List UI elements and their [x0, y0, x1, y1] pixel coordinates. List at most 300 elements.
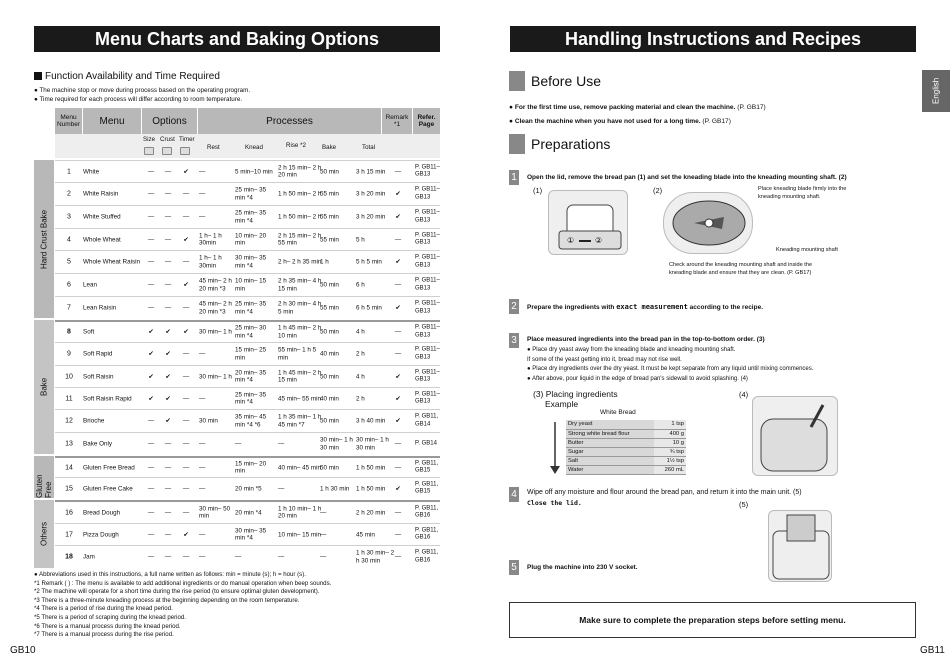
heading-block-icon — [509, 71, 525, 91]
cell-crust: — — [164, 167, 172, 175]
cell-num: 8 — [67, 328, 71, 336]
cell-remark: ✔ — [395, 304, 401, 312]
step2-text-b: exact measurement — [616, 303, 688, 311]
cell-remark: — — [394, 235, 402, 243]
step3-text: Place measured ingredients into the bread pan in the top-to-bottom order. (3) — [527, 336, 765, 343]
table-row — [55, 296, 440, 319]
cell-num: 17 — [65, 530, 73, 538]
cell-rest: — — [199, 463, 206, 471]
cell-total: 6 h — [356, 281, 365, 289]
footnote: *7 There is a manual process during the rise period. — [34, 631, 174, 639]
cell-menu: Lean — [83, 281, 98, 289]
cell-num: 11 — [65, 394, 73, 402]
cell-ref: P. GB11– GB13 — [415, 346, 440, 360]
cell-size: ✔ — [148, 350, 154, 358]
cell-crust: — — [164, 281, 172, 289]
before-use-item-ref: (P. GB17) — [735, 104, 766, 111]
step2-text-c: according to the recipe. — [687, 304, 764, 311]
footnote: *4 There is a period of rise during the knead period. — [34, 605, 173, 613]
cell-bake: 30 min– 1 h 30 min — [320, 436, 353, 451]
cell-ref: P. GB11, GB15 — [415, 460, 439, 474]
cell-crust: — — [164, 304, 172, 312]
cell-timer: — — [182, 350, 190, 358]
cell-rest: — — [199, 167, 206, 175]
cell-remark: — — [394, 463, 402, 471]
category-label-hard-crust: Hard Crust Bake — [39, 209, 49, 269]
ingredient-amount: ¾ tsp — [654, 447, 686, 456]
cell-num: 16 — [65, 508, 73, 516]
return-pan-illustration — [768, 510, 832, 582]
cell-menu: Pizza Dough — [83, 530, 119, 538]
before-use-item-text: Clean the machine when you have not used for a long time. — [514, 118, 701, 125]
ingredient-name: Sugar — [566, 447, 654, 456]
cell-size: ✔ — [148, 394, 154, 402]
footnote: *1 Remark ( ) : The menu is available to add additional ingredients or do manual operation when beep sounds. — [34, 579, 332, 587]
cell-rest: 45 min– 2 h 20 min *3 — [199, 300, 232, 315]
cell-size: — — [147, 417, 155, 425]
table-row — [55, 273, 440, 296]
cell-knead: 30 min– 35 min *4 — [235, 527, 267, 542]
fig2-note: Place kneading blade firmly into the kneading mounting shaft. — [758, 186, 847, 200]
cell-crust: ✔ — [165, 372, 171, 380]
order-arrow-icon — [548, 420, 562, 476]
figure-label: (1) — [533, 186, 543, 195]
cell-crust: ✔ — [165, 328, 171, 336]
before-use-title: Before Use — [531, 73, 602, 89]
cell-rest: 1 h– 1 h 30min — [199, 232, 222, 247]
cell-size: — — [147, 484, 155, 492]
ingredient-name: Salt — [566, 456, 654, 465]
cell-rest: — — [199, 394, 206, 402]
cell-timer: ✔ — [183, 530, 189, 538]
cell-ref: P. GB11– GB13 — [415, 277, 440, 291]
footnote: ● Abbreviations used in this instructions, a full name written as follows: min = minute (s); h = hour (s). — [34, 571, 306, 578]
cell-bake: 1 h 30 min — [320, 484, 350, 492]
cell-total: 5 h — [356, 235, 365, 243]
cell-timer: ✔ — [183, 235, 189, 243]
step-number: 1 — [509, 170, 519, 185]
cell-timer: — — [182, 553, 190, 561]
step-text — [527, 303, 763, 312]
cell-num: 2 — [67, 190, 71, 198]
cell-size: — — [147, 235, 155, 243]
subheader-bake: Bake — [322, 144, 337, 151]
cell-menu: White Stuffed — [83, 213, 121, 221]
cell-rise: 10 min– 15 min — [278, 530, 322, 538]
fig2-note: Check around the kneading mounting shaft and inside the kneading blade and ensure that they are clean. (P. GB17) — [669, 262, 813, 276]
bread-pan-icon — [549, 191, 629, 256]
before-use-heading — [509, 71, 601, 91]
cell-rest: — — [199, 484, 206, 492]
cell-knead: 25 min– 35 min *4 — [235, 186, 267, 201]
table-row — [566, 465, 686, 474]
cell-knead: 20 min– 35 min *4 — [235, 369, 267, 384]
cell-bake: 1 h — [320, 258, 329, 266]
cell-knead: 30 min– 35 min *4 — [235, 254, 267, 269]
cell-remark: — — [394, 553, 402, 561]
table-row — [566, 447, 686, 456]
cell-rise: 40 min– 45 min — [278, 463, 322, 471]
cell-rest: 45 min– 2 h 20 min *3 — [199, 277, 232, 292]
cell-num: 10 — [65, 372, 73, 380]
before-use-item: ● For the first time use, remove packing material and clean the machine. (P. GB17) — [509, 104, 766, 111]
before-use-list — [509, 101, 766, 129]
cell-total: 6 h 5 min — [356, 304, 382, 312]
cell-crust: — — [164, 553, 172, 561]
cell-remark: — — [394, 440, 402, 448]
cell-knead: 25 min– 35 min *4 — [235, 300, 267, 315]
cell-ref: P. GB11– GB13 — [415, 209, 440, 223]
cell-ref: P. GB11, GB15 — [415, 481, 439, 495]
subheader-rest: Rest — [207, 144, 220, 151]
cell-rest: — — [199, 440, 206, 448]
cell-total: 45 min — [356, 530, 375, 538]
cell-menu: Gluten Free Bread — [83, 463, 135, 471]
cell-bake: 50 min — [320, 372, 339, 380]
cell-remark: ✔ — [395, 417, 401, 425]
cell-total: 3 h 15 min — [356, 167, 386, 175]
header-remark: Remark *1 — [382, 108, 412, 134]
cell-rise: — — [278, 484, 285, 492]
cell-total: 2 h 20 min — [356, 508, 386, 516]
cell-timer: — — [182, 258, 190, 266]
cell-size: — — [147, 167, 155, 175]
ingredient-name: Dry yeast — [566, 420, 654, 429]
table-row — [566, 456, 686, 465]
step4-sub: Close the lid. — [527, 499, 582, 507]
subheader-timer: Timer — [179, 136, 195, 143]
cell-bake: 55 min — [320, 190, 339, 198]
preparations-heading — [509, 134, 610, 154]
table-row — [55, 205, 440, 228]
cell-knead: 25 min– 35 min *4 — [235, 391, 267, 406]
step-number: 2 — [509, 299, 519, 314]
table-row — [55, 432, 440, 455]
table-row — [55, 500, 440, 523]
bread-pan-illustration — [548, 190, 628, 255]
cell-menu: Bake Only — [83, 440, 113, 448]
cell-size: — — [147, 553, 155, 561]
table-row — [566, 429, 686, 438]
cell-remark: ✔ — [395, 258, 401, 266]
cell-knead: 10 min– 15 min — [235, 277, 267, 292]
step-text — [527, 173, 917, 182]
note-line: ● Time required for each process will differ according to room temperature. — [34, 95, 243, 103]
cell-bake: 55 min — [320, 304, 339, 312]
cell-size: — — [147, 213, 155, 221]
table-row — [566, 438, 686, 447]
cell-timer: ✔ — [183, 328, 189, 336]
right-banner: Handling Instructions and Recipes — [510, 26, 916, 52]
notes-bottom — [34, 571, 331, 640]
cell-remark: — — [394, 508, 402, 516]
cell-rest: — — [199, 553, 206, 561]
cell-ref: P. GB11– GB13 — [415, 324, 440, 338]
white-bread-title: White Bread — [600, 409, 636, 416]
cell-total: 4 h — [356, 328, 365, 336]
cell-total: 30 min– 1 h 30 min — [356, 436, 389, 451]
fig2-note: Kneading mounting shaft — [776, 247, 838, 253]
cell-crust: ✔ — [165, 394, 171, 402]
language-tab: English — [922, 70, 950, 112]
ingredient-amount: 400 g — [654, 429, 686, 438]
ingredient-amount: 1 tsp — [654, 420, 686, 429]
cell-timer: — — [182, 417, 190, 425]
cell-bake: 50 min — [320, 281, 339, 289]
cell-remark: — — [394, 328, 402, 336]
cell-ref: P. GB11– GB13 — [415, 300, 440, 314]
cell-knead: 20 min *4 — [235, 508, 262, 516]
cell-crust: — — [164, 484, 172, 492]
cell-rise: — — [278, 440, 285, 448]
kneading-blade-illustration — [663, 192, 753, 254]
cell-size: — — [147, 304, 155, 312]
cell-timer: — — [182, 508, 190, 516]
cell-rest: 1 h– 1 h 30min — [199, 254, 222, 269]
step3-bullets — [527, 346, 817, 384]
cell-rest: 30 min — [199, 417, 218, 425]
crust-icon — [162, 147, 172, 155]
ingredient-name: Strong white bread flour — [566, 429, 654, 438]
step3-bullet: ● Place dry ingredients over the dry yeast. It must be kept separate from any liquid until mixing commences. — [527, 366, 814, 372]
table-row — [55, 320, 440, 342]
cell-remark: ✔ — [395, 213, 401, 221]
cell-timer: — — [182, 213, 190, 221]
cell-menu: Gluten Free Cake — [83, 484, 133, 492]
cell-timer: — — [182, 304, 190, 312]
cell-rise: 2 h– 2 h 35 min — [278, 258, 322, 266]
cell-num: 3 — [67, 213, 71, 221]
figure-sublabel: Example — [545, 399, 579, 409]
category-label-gluten-free: Gluten Free — [35, 474, 53, 498]
cell-remark: ✔ — [395, 484, 401, 492]
section-title-text: Function Availability and Time Required — [45, 71, 220, 82]
main-unit-icon — [769, 511, 833, 583]
cell-knead: 20 min *5 — [235, 484, 262, 492]
step2-text-a: Prepare the ingredients with — [527, 304, 617, 311]
cell-rest: 30 min– 1 h — [199, 372, 232, 380]
cell-num: 1 — [67, 167, 71, 175]
cell-menu: Lean Raisin — [83, 304, 117, 312]
cell-menu: Brioche — [83, 417, 105, 425]
cell-ref: P. GB11– GB13 — [415, 369, 440, 383]
table-header — [55, 108, 440, 134]
cell-bake: 40 min — [320, 350, 339, 358]
cell-bake: — — [320, 530, 327, 538]
footnote: *6 There is a manual process during the knead period. — [34, 622, 181, 630]
figure-label: (5) — [739, 500, 749, 509]
cell-rise: 2 h 30 min– 4 h 5 min — [278, 300, 322, 315]
cell-rise: 1 h 45 min– 2 h 15 min — [278, 369, 322, 384]
table-row — [55, 160, 440, 182]
cell-rise: 1 h 35 min– 1 h 45 min *7 — [278, 413, 322, 428]
cell-timer: — — [182, 440, 190, 448]
table-row — [55, 365, 440, 387]
cell-remark: — — [394, 281, 402, 289]
cell-menu: Soft Raisin — [83, 372, 114, 380]
cell-remark: ✔ — [395, 190, 401, 198]
cell-num: 7 — [67, 304, 71, 312]
subheader-crust: Crust — [160, 136, 175, 143]
ingredient-name: Water — [566, 465, 654, 474]
cell-bake: 50 min — [320, 328, 339, 336]
section-title — [34, 71, 220, 82]
cell-timer: — — [182, 372, 190, 380]
cell-rise: 2 h 15 min– 2 h 55 min — [278, 232, 322, 247]
header-menu-number: Menu Number — [55, 108, 82, 134]
cell-bake: 55 min — [320, 213, 339, 221]
before-use-item-ref: (P. GB17) — [700, 118, 731, 125]
cell-menu: White Raisin — [83, 190, 119, 198]
cell-total: 4 h — [356, 372, 365, 380]
svg-text:②: ② — [595, 236, 603, 245]
white-bread-table — [566, 420, 686, 475]
cell-knead: 15 min– 25 min — [235, 346, 267, 361]
header-processes: Processes — [198, 108, 381, 134]
step5-text: Plug the machine into 230 V socket. — [527, 564, 638, 571]
cell-size: — — [147, 508, 155, 516]
figure-label: (2) — [653, 186, 663, 195]
cell-bake: 50 min — [320, 463, 339, 471]
cell-knead: 25 min– 30 min *4 — [235, 324, 267, 339]
cell-rise: 1 h 50 min– 2 h — [278, 213, 322, 221]
cell-crust: — — [164, 508, 172, 516]
page-number-right: GB11 — [920, 645, 945, 656]
preparations-title: Preparations — [531, 136, 611, 152]
cell-bake: — — [320, 508, 327, 516]
cell-ref: P. GB14 — [415, 440, 437, 447]
table-row — [55, 456, 440, 477]
cell-menu: Whole Wheat — [83, 235, 121, 243]
cell-remark: — — [394, 350, 402, 358]
before-use-item-text: For the first time use, remove packing material and clean the machine. — [514, 104, 736, 111]
cell-ref: P. GB11, GB16 — [415, 527, 439, 541]
category-label-others: Others — [39, 522, 49, 547]
cell-ref: P. GB11– GB13 — [415, 164, 440, 178]
cell-size: — — [147, 258, 155, 266]
cell-knead: 35 min– 45 min *4 *6 — [235, 413, 267, 428]
step-number: 4 — [509, 487, 519, 502]
cell-size: — — [147, 190, 155, 198]
cell-size: — — [147, 281, 155, 289]
page-number-left: GB10 — [10, 645, 36, 656]
cell-rise: 2 h 35 min– 4 h 15 min — [278, 277, 322, 292]
before-use-item: ● Clean the machine when you have not used for a long time. (P. GB17) — [509, 118, 731, 125]
cell-crust: — — [164, 530, 172, 538]
footnote: *2 The machine will operate for a short time during the rise period (to ensure optimal gluten development). — [34, 588, 320, 596]
table-row — [55, 477, 440, 499]
cell-timer: ✔ — [183, 281, 189, 289]
cell-menu: Bread Dough — [83, 508, 121, 516]
category-label-bake: Bake — [39, 377, 49, 397]
cell-bake: — — [320, 553, 327, 561]
cell-knead: — — [235, 440, 242, 448]
subheader-rise: Rise *2 — [286, 142, 306, 149]
cell-rise: 55 min– 1 h 5 min — [278, 346, 317, 361]
footnote: *3 There is a three-minute kneading process at the beginning depending on the room temperature. — [34, 596, 300, 604]
cell-knead: 5 min–10 min — [235, 167, 273, 175]
cell-ref: P. GB11– GB13 — [415, 232, 440, 246]
cell-menu: Soft Rapid — [83, 350, 113, 358]
cell-ref: P. GB11, GB16 — [415, 505, 439, 519]
ingredient-amount: 1½ tsp — [654, 456, 686, 465]
square-bullet-icon — [34, 72, 42, 80]
cell-crust: — — [164, 463, 172, 471]
header-menu: Menu — [83, 108, 141, 134]
cell-knead: 25 min– 35 min *4 — [235, 209, 267, 224]
step4-text: Wipe off any moisture and flour around the bread pan, and return it into the main unit. (5) — [527, 489, 802, 496]
step3-bullet: If some of the yeast getting into it, bread may not rise well. — [527, 356, 682, 363]
cell-bake: 40 min — [320, 394, 339, 402]
cell-rest: — — [199, 350, 206, 358]
svg-text:①: ① — [567, 236, 575, 245]
heading-block-icon — [509, 134, 525, 154]
notes-top — [34, 87, 250, 104]
cell-timer: — — [182, 394, 190, 402]
preparation-note-box: Make sure to complete the preparation steps before setting menu. — [509, 602, 916, 638]
figure-label: (3) Placing ingredients — [533, 389, 618, 399]
pouring-liquid-illustration — [752, 396, 838, 476]
cell-crust: ✔ — [165, 350, 171, 358]
footnote: *5 There is a period of scraping during the knead period. — [34, 613, 186, 621]
cell-crust: — — [164, 213, 172, 221]
cell-ref: P. GB11– GB13 — [415, 186, 440, 200]
subheader-size: Size — [143, 136, 156, 143]
cell-ref: P. GB11– GB13 — [415, 254, 440, 268]
size-icon — [144, 147, 154, 155]
cell-ref: P. GB11, GB16 — [415, 549, 439, 563]
cell-ref: P. GB11, GB14 — [415, 413, 439, 427]
cell-num: 14 — [65, 463, 73, 471]
cell-knead: — — [235, 553, 242, 561]
cell-num: 4 — [67, 235, 71, 243]
cell-rest: 30 min– 1 h — [199, 328, 232, 336]
cell-size: ✔ — [148, 328, 154, 336]
cell-num: 18 — [65, 553, 73, 561]
cell-num: 12 — [65, 417, 73, 425]
table-row — [55, 545, 440, 568]
cell-rise: 2 h 15 min– 2 h 20 min — [278, 164, 322, 179]
cell-total: 3 h 40 min — [356, 417, 386, 425]
cell-timer: — — [182, 190, 190, 198]
cell-num: 5 — [67, 258, 71, 266]
cell-bake: 55 min — [320, 235, 339, 243]
cell-crust: — — [164, 235, 172, 243]
cell-rest: 30 min– 50 min — [199, 505, 231, 520]
cell-menu: Soft Raisin Rapid — [83, 394, 132, 402]
cell-total: 3 h 20 min — [356, 190, 386, 198]
cell-size: — — [147, 530, 155, 538]
header-refer-page: Refer. Page — [413, 108, 440, 134]
cell-knead: 10 min– 20 min — [235, 232, 267, 247]
cell-remark: — — [394, 530, 402, 538]
table-row — [55, 523, 440, 545]
pour-liquid-icon — [753, 397, 839, 477]
cell-bake: 50 min — [320, 417, 339, 425]
cell-crust: — — [164, 190, 172, 198]
cell-timer: ✔ — [183, 167, 189, 175]
step-number: 5 — [509, 560, 519, 575]
cell-timer: — — [182, 463, 190, 471]
kneading-blade-icon — [664, 193, 754, 255]
cell-size: ✔ — [148, 372, 154, 380]
table-row — [55, 182, 440, 205]
cell-total: 1 h 50 min — [356, 463, 386, 471]
cell-total: 5 h 5 min — [356, 258, 382, 266]
cell-rise: 45 min– 55 min — [278, 394, 322, 402]
cell-menu: White — [83, 167, 100, 175]
table-row — [566, 420, 686, 429]
